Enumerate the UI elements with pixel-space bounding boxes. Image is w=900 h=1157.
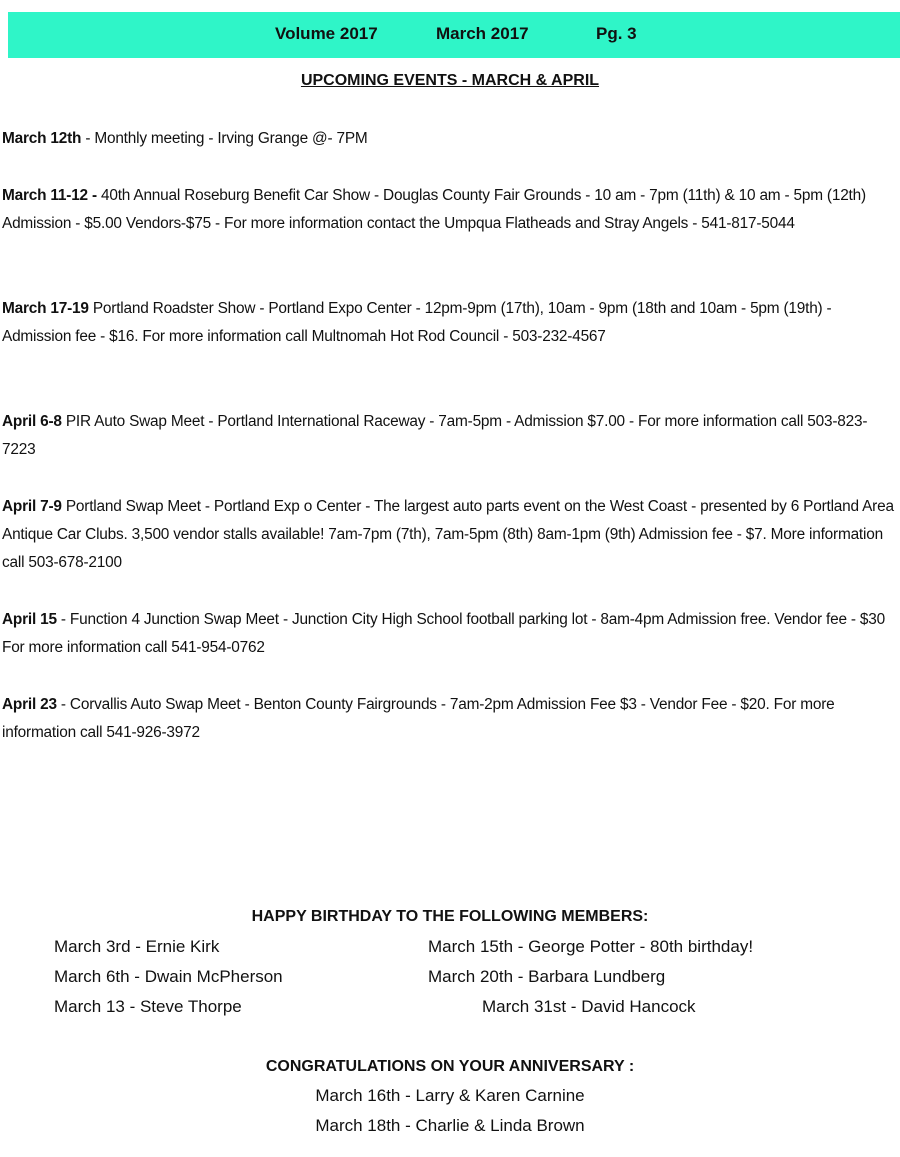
issue-label: March 2017 [436,24,529,43]
birthday-item: March 13 - Steve Thorpe [54,997,242,1016]
event-date: April 7-9 [2,498,62,515]
page-title [0,72,900,90]
anniversary-item: March 18th - Charlie & Linda Brown [315,1116,585,1135]
page-number: Pg. 3 [596,24,637,43]
event-item [2,295,898,351]
event-text: Portland Swap Meet - Portland Exp o Center - The largest auto parts event on the West Coast - presented by 6 Portland Area Antique Car Clubs. 3,500 vendor stalls available! 7am-7pm (7th), 7am-5pm (8th) 8am-1pm (9th) Admission fee - $7. More information call 503-678-2100 [2,498,894,571]
event-item [2,691,898,747]
birthday-item: March 3rd - Ernie Kirk [54,937,220,956]
event-item [2,606,898,662]
event-text: PIR Auto Swap Meet - Portland International Raceway - 7am-5pm - Admission $7.00 - For more information call 503-823-7223 [2,413,868,458]
page-title-text: UPCOMING EVENTS - MARCH & APRIL [300,72,600,89]
event-date: April 23 [2,696,57,713]
event-text: - Function 4 Junction Swap Meet - Junction City High School football parking lot - 8am-4pm Admission free. Vendor fee - $30 For more information call 541-954-0762 [2,611,885,656]
header-banner [8,12,900,58]
birthday-item: March 31st - David Hancock [482,997,696,1016]
event-date: March 12th [2,130,82,147]
event-date: April 15 [2,611,57,628]
event-date: March 11-12 - [2,187,97,204]
event-date: March 17-19 [2,300,89,317]
anniversary-heading: CONGRATULATIONS ON YOUR ANNIVERSARY : [265,1058,635,1075]
anniversary-item: March 16th - Larry & Karen Carnine [315,1086,585,1105]
birthday-heading: HAPPY BIRTHDAY TO THE FOLLOWING MEMBERS: [251,908,649,925]
birthday-item: March 6th - Dwain McPherson [54,967,283,986]
event-item [2,182,898,238]
event-text: - Corvallis Auto Swap Meet - Benton County Fairgrounds - 7am-2pm Admission Fee $3 - Vendor Fee - $20. For more information call 541-926-3972 [2,696,835,741]
event-text: - Monthly meeting - Irving Grange @- 7PM [81,130,368,147]
volume-label: Volume 2017 [275,24,378,43]
birthday-item: March 15th - George Potter - 80th birthday! [428,937,754,956]
event-text: 40th Annual Roseburg Benefit Car Show - Douglas County Fair Grounds - 10 am - 7pm (11th) & 10 am - 5pm (12th) Admission - $5.00 Vendors-$75 - For more information contact the Umpqua Flatheads and Stray Angels - 541-817-5044 [2,187,866,232]
event-item [2,408,898,464]
event-text: Portland Roadster Show - Portland Expo Center - 12pm-9pm (17th), 10am - 9pm (18th and 10am - 5pm (19th) - Admission fee - $16. For more information call Multnomah Hot Rod Council - 503-232-4567 [2,300,832,345]
birthday-item: March 20th - Barbara Lundberg [428,967,666,986]
event-item [2,493,898,577]
event-date: April 6-8 [2,413,62,430]
event-item [2,125,898,153]
